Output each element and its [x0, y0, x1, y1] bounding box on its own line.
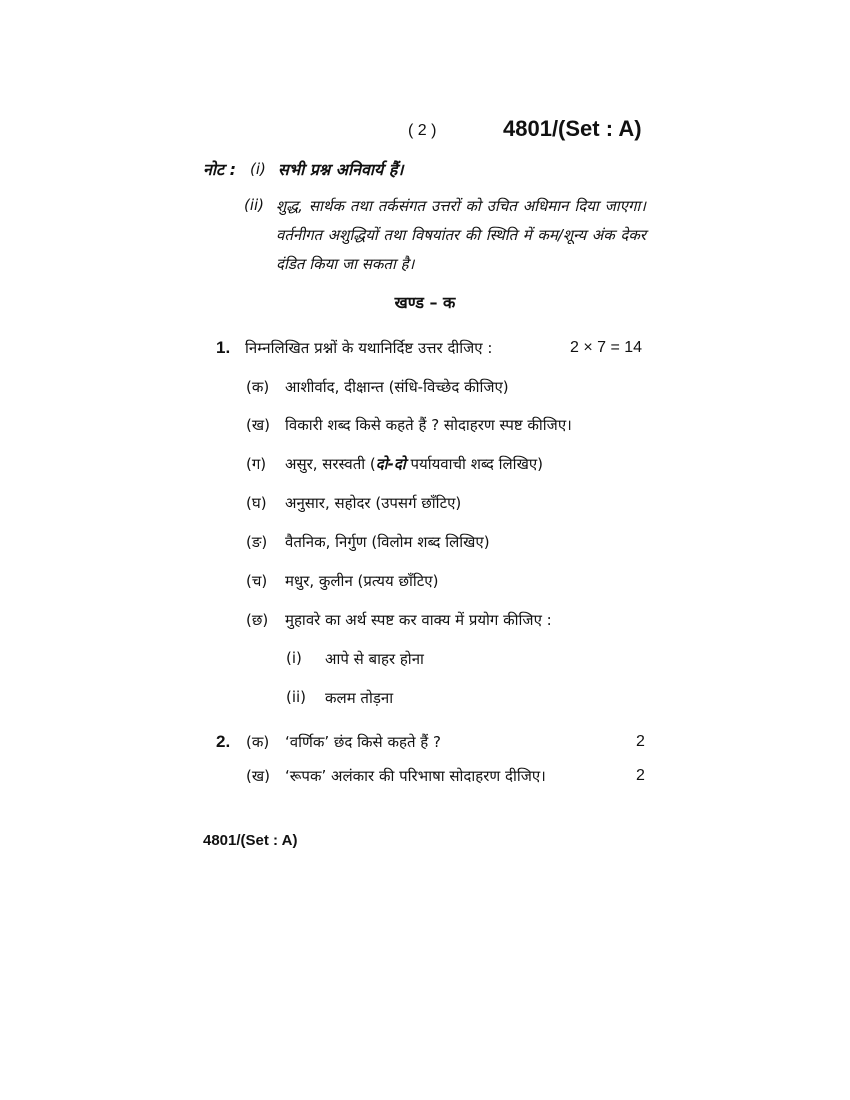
- idiom-label: (i): [286, 649, 302, 667]
- page-number: ( 2 ): [408, 122, 437, 139]
- q1-item-text: अनुसार, सहोदर (उपसर्ग छाँटिए): [285, 494, 462, 512]
- q1-item-text: विकारी शब्द किसे कहते हैं ? सोदाहरण स्पष्ट कीजिए।: [285, 416, 572, 434]
- q1-item-label: (च): [246, 572, 268, 590]
- q1-item-label: (ग): [246, 455, 267, 473]
- idiom-text: आपे से बाहर होना: [325, 650, 424, 668]
- note-ii-text: शुद्ध, सार्थक तथा तर्कसंगत उत्तरों को उचित अधिमान दिया जाएगा। वर्तनीगत अशुद्धियों तथा विषयांतर की स्थिति में कम/शून्य अंक देकर दंडित किया जा सकता है।: [276, 197, 646, 273]
- note-ii-number: (ii): [244, 196, 265, 214]
- idiom-text: कलम तोड़ना: [325, 689, 394, 707]
- question-2-number: 2.: [216, 732, 231, 751]
- section-title: खण्ड – क: [394, 293, 456, 312]
- q2-item-label: (ख): [246, 767, 270, 785]
- q2-item-text: ‘वर्णिक’ छंद किसे कहते हैं ?: [285, 733, 441, 751]
- q2-item-marks: 2: [636, 733, 645, 750]
- q1-item-text: [285, 454, 543, 474]
- q1-item-text: मुहावरे का अर्थ स्पष्ट कर वाक्य में प्रयोग कीजिए :: [285, 611, 552, 629]
- q1-item-text: वैतनिक, निर्गुण (विलोम शब्द लिखिए): [285, 533, 490, 551]
- q1-item-label: (छ): [246, 611, 269, 629]
- q1-item-text-before: असुर, सरस्वती (: [285, 455, 376, 473]
- q1-item-text: मधुर, कुलीन (प्रत्यय छाँटिए): [285, 572, 439, 590]
- idiom-label: (ii): [286, 688, 307, 706]
- q2-item-marks: 2: [636, 767, 645, 784]
- q1-item-text: आशीर्वाद, दीक्षान्त (संधि-विच्छेद कीजिए): [285, 378, 509, 396]
- question-1-marks: 2 × 7 = 14: [570, 339, 643, 356]
- q1-item-label: (क): [246, 378, 270, 396]
- q2-item-label: (क): [246, 733, 270, 751]
- question-1-number: 1.: [216, 338, 231, 357]
- q1-item-label: (ख): [246, 416, 270, 434]
- note-label: नोट :: [203, 160, 237, 179]
- question-1-text: निम्नलिखित प्रश्नों के यथानिर्दिष्ट उत्तर दीजिए :: [245, 339, 493, 357]
- note-i-number: (i): [250, 160, 266, 178]
- paper-code-header: 4801/(Set : A): [503, 116, 642, 141]
- q1-item-text-emphasis: दो-दो: [375, 455, 406, 473]
- q2-item-text: ‘रूपक’ अलंकार की परिभाषा सोदाहरण दीजिए।: [285, 767, 546, 785]
- q1-item-text-after: पर्यायवाची शब्द लिखिए): [405, 455, 543, 473]
- paper-code-footer: 4801/(Set : A): [203, 832, 298, 849]
- q1-item-label: (घ): [246, 494, 267, 512]
- q1-item-label: (ङ): [246, 533, 268, 551]
- note-i-text: सभी प्रश्न अनिवार्य हैं।: [278, 160, 404, 179]
